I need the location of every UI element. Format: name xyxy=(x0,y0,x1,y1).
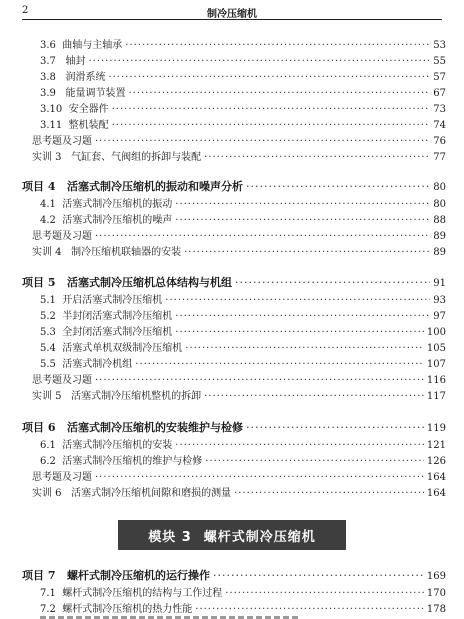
entry-title: 螺杆式制冷压缩机的结构与工作过程 xyxy=(62,588,223,599)
entry-title: 润滑系统 xyxy=(65,72,106,83)
entry-page: 164 xyxy=(426,472,446,483)
dot-leader xyxy=(112,104,431,115)
entry-page: 89 xyxy=(433,231,446,242)
entry-number: 实训 3 xyxy=(32,152,62,163)
entry-page: 164 xyxy=(426,488,446,499)
entry-page: 80 xyxy=(433,199,446,210)
dot-leader xyxy=(175,440,424,451)
entry-number: 实训 6 xyxy=(32,488,62,499)
dot-leader xyxy=(95,472,424,483)
entry-number: 3.7 xyxy=(40,56,56,67)
toc-entry[interactable] xyxy=(40,436,446,452)
toc-entry[interactable] xyxy=(40,323,446,339)
page-header xyxy=(0,0,464,22)
entry-page: 100 xyxy=(426,327,446,338)
entry-number: 5.2 xyxy=(40,311,56,322)
entry-title: 活塞式制冷压缩机整机的拆卸 xyxy=(71,391,202,402)
entry-number: 3.9 xyxy=(40,88,56,99)
entry-number: 4.2 xyxy=(40,215,56,226)
entry-page: 88 xyxy=(433,215,446,226)
toc-entry[interactable] xyxy=(40,584,446,600)
project-title: 活塞式制冷压缩机的安装维护与检修 xyxy=(66,421,243,434)
toc-entry[interactable] xyxy=(32,484,446,500)
module-banner xyxy=(118,520,346,550)
entry-page: 73 xyxy=(433,104,446,115)
entry-title: 半封闭活塞式制冷压缩机 xyxy=(62,311,173,322)
entry-title: 思考题及习题 xyxy=(32,472,92,483)
entry-page: 77 xyxy=(433,152,446,163)
dot-leader xyxy=(235,276,430,289)
entry-title: 活塞式制冷压缩机间隙和磨损的测量 xyxy=(71,488,232,499)
entry-title: 活塞式制冷压缩机的安装 xyxy=(62,440,173,451)
dot-leader xyxy=(95,136,430,147)
entry-number: 实训 4 xyxy=(32,247,62,258)
entry-number: 3.11 xyxy=(40,120,63,131)
entry-page: 53 xyxy=(433,40,446,51)
dot-leader xyxy=(112,120,431,131)
dot-leader xyxy=(175,199,430,210)
dot-leader xyxy=(225,588,424,599)
entry-number: 4.1 xyxy=(40,199,56,210)
dot-leader xyxy=(205,456,424,467)
entry-title: 活塞式制冷机组 xyxy=(62,359,133,370)
toc-entry[interactable] xyxy=(32,243,446,259)
entry-page: 91 xyxy=(433,278,446,289)
dot-leader xyxy=(165,295,430,306)
entry-title: 思考题及习题 xyxy=(32,375,92,386)
toc-entry[interactable] xyxy=(40,291,446,307)
running-title: 制冷压缩机 xyxy=(207,9,257,20)
entry-page: 170 xyxy=(426,588,446,599)
entry-title: 活塞式制冷压缩机的振动 xyxy=(62,199,173,210)
entry-number: 实训 5 xyxy=(32,391,62,402)
dot-leader xyxy=(246,180,430,193)
dot-leader xyxy=(135,359,424,370)
dot-leader xyxy=(128,88,430,99)
entry-page: 67 xyxy=(433,88,446,99)
dot-leader xyxy=(204,391,424,402)
page-number: 2 xyxy=(22,5,29,16)
entry-title: 活塞式制冷压缩机的噪声 xyxy=(62,215,173,226)
project-title: 活塞式制冷压缩机的振动和噪声分析 xyxy=(66,180,243,193)
toc-project-entry[interactable] xyxy=(22,567,446,584)
dot-leader xyxy=(175,327,424,338)
entry-page: 76 xyxy=(433,136,446,147)
entry-page: 93 xyxy=(433,295,446,306)
entry-page: 116 xyxy=(426,375,446,386)
toc-entry[interactable] xyxy=(32,387,446,403)
entry-title: 开启活塞式制冷压缩机 xyxy=(62,295,163,306)
toc-entry[interactable] xyxy=(40,355,446,371)
entry-page: 97 xyxy=(433,311,446,322)
entry-page: 121 xyxy=(426,440,446,451)
module-title: 螺杆式制冷压缩机 xyxy=(203,529,316,545)
toc-entry[interactable] xyxy=(32,227,446,243)
entry-number: 7.2 xyxy=(40,604,56,615)
project-title: 螺杆式制冷压缩机的运行操作 xyxy=(66,569,210,582)
dot-leader xyxy=(213,569,424,582)
toc-entry[interactable] xyxy=(40,116,446,132)
header-rule xyxy=(22,19,442,20)
entry-title: 轴封 xyxy=(65,56,86,67)
entry-page: 117 xyxy=(426,391,446,402)
entry-page: 57 xyxy=(433,72,446,83)
project-number: 项目 7 xyxy=(22,569,56,582)
module-label: 模块 3 xyxy=(148,529,192,545)
dot-leader xyxy=(184,247,430,258)
dot-leader xyxy=(95,231,430,242)
dot-leader xyxy=(95,375,424,386)
entry-title: 能量调节装置 xyxy=(65,88,126,99)
entry-number: 6.1 xyxy=(40,440,56,451)
project-title: 活塞式制冷压缩机总体结构与机组 xyxy=(66,276,232,289)
dot-leader xyxy=(234,488,424,499)
entry-page: 178 xyxy=(426,604,446,615)
toc-project-entry[interactable] xyxy=(22,274,446,291)
toc-project-entry[interactable] xyxy=(22,178,446,195)
entry-title: 曲轴与主轴承 xyxy=(62,40,123,51)
entry-page: 169 xyxy=(426,571,446,582)
entry-title: 思考题及习题 xyxy=(32,136,92,147)
entry-title: 活塞式单机双级制冷压缩机 xyxy=(62,343,183,354)
dot-leader xyxy=(175,215,430,226)
entry-title: 活塞式制冷压缩机的维护与检修 xyxy=(62,456,203,467)
entry-page: 74 xyxy=(433,120,446,131)
project-number: 项目 4 xyxy=(22,180,56,193)
entry-title: 整机装配 xyxy=(68,120,109,131)
dot-leader xyxy=(108,72,430,83)
toc-entry[interactable] xyxy=(40,100,446,116)
toc-entry[interactable] xyxy=(40,52,446,68)
dot-leader xyxy=(88,56,430,67)
dot-leader xyxy=(204,152,430,163)
entry-page: 55 xyxy=(433,56,446,67)
cropped-next-line xyxy=(40,612,300,619)
entry-page: 126 xyxy=(426,456,446,467)
toc-entry[interactable] xyxy=(40,68,446,84)
toc-entry[interactable] xyxy=(40,195,446,211)
entry-title: 安全器件 xyxy=(68,104,109,115)
entry-number: 3.8 xyxy=(40,72,56,83)
dot-leader xyxy=(246,421,424,434)
toc-entry[interactable] xyxy=(32,148,446,164)
toc-entry[interactable] xyxy=(32,371,446,387)
toc-entry[interactable] xyxy=(40,339,446,355)
entry-title: 制冷压缩机联轴器的安装 xyxy=(71,247,182,258)
toc-entry[interactable] xyxy=(40,307,446,323)
entry-title: 气缸套、气阀组的拆卸与装配 xyxy=(71,152,202,163)
entry-number: 5.1 xyxy=(40,295,56,306)
toc-project-entry[interactable] xyxy=(22,419,446,436)
entry-number: 3.6 xyxy=(40,40,56,51)
toc-entry[interactable] xyxy=(40,452,446,468)
project-number: 项目 5 xyxy=(22,276,56,289)
entry-number: 7.1 xyxy=(40,588,56,599)
toc-entry[interactable] xyxy=(40,211,446,227)
entry-number: 3.10 xyxy=(40,104,63,115)
entry-page: 89 xyxy=(433,247,446,258)
entry-number: 5.5 xyxy=(40,359,56,370)
entry-title: 思考题及习题 xyxy=(32,231,92,242)
entry-title: 螺杆式制冷压缩机的热力性能 xyxy=(62,604,193,615)
entry-page: 105 xyxy=(426,343,446,354)
toc-entry[interactable] xyxy=(40,36,446,52)
dot-leader xyxy=(175,311,430,322)
toc-entry[interactable] xyxy=(32,132,446,148)
dot-leader xyxy=(125,40,430,51)
toc-entry[interactable] xyxy=(32,468,446,484)
entry-number: 5.4 xyxy=(40,343,56,354)
entry-number: 5.3 xyxy=(40,327,56,338)
entry-page: 119 xyxy=(426,423,446,434)
entry-title: 全封闭活塞式制冷压缩机 xyxy=(62,327,173,338)
toc-entry[interactable] xyxy=(40,84,446,100)
entry-page: 107 xyxy=(426,359,446,370)
entry-number: 6.2 xyxy=(40,456,56,467)
entry-page: 80 xyxy=(433,182,446,193)
project-number: 项目 6 xyxy=(22,421,56,434)
dot-leader xyxy=(185,343,424,354)
